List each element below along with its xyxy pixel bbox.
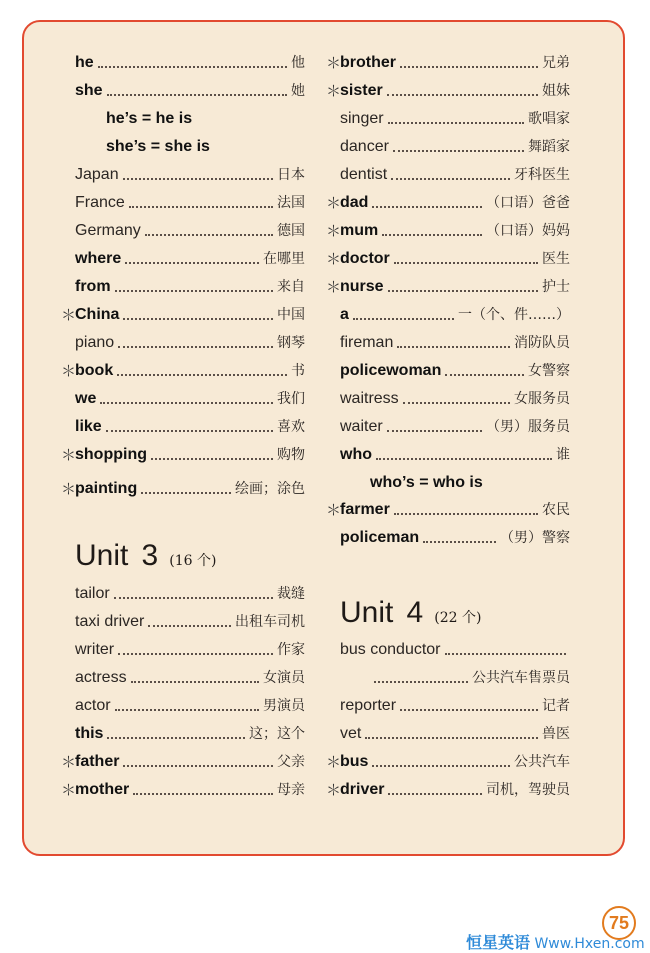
star-marker: ＊ bbox=[326, 781, 342, 799]
vocab-word: bus conductor bbox=[340, 641, 441, 658]
vocab-word: she bbox=[75, 82, 103, 99]
vocab-meaning: 他 bbox=[291, 55, 305, 71]
dot-leader bbox=[123, 765, 273, 767]
vocab-entry bbox=[61, 301, 305, 329]
vocab-word: driver bbox=[340, 781, 385, 798]
vocab-word: fireman bbox=[340, 334, 394, 351]
vocab-word: father bbox=[75, 753, 120, 770]
vocab-entry bbox=[61, 748, 305, 776]
vocab-meaning: 她 bbox=[291, 83, 305, 99]
vocab-entry bbox=[75, 720, 305, 748]
dot-leader bbox=[445, 374, 524, 376]
vocab-entry bbox=[61, 475, 305, 503]
vocab-word: actor bbox=[75, 697, 111, 714]
vocab-word: who bbox=[340, 446, 372, 463]
dot-leader bbox=[423, 541, 496, 543]
contraction: who’s = who is bbox=[370, 474, 483, 491]
vocab-word: reporter bbox=[340, 697, 397, 714]
vocab-meaning: 歌唱家 bbox=[528, 111, 570, 127]
page-number: 75 bbox=[602, 906, 636, 940]
vocab-meaning: （口语）妈妈 bbox=[486, 223, 570, 239]
dot-leader bbox=[125, 262, 259, 264]
vocab-meaning: 作家 bbox=[277, 642, 305, 658]
dot-leader bbox=[100, 402, 273, 404]
dot-leader bbox=[129, 206, 273, 208]
vocab-meaning: 兄弟 bbox=[542, 55, 570, 71]
dot-leader bbox=[387, 430, 482, 432]
watermark-url: Www.Hxen.com bbox=[534, 936, 645, 952]
vocab-meaning: 女服务员 bbox=[514, 391, 570, 407]
vocab-entry bbox=[340, 441, 570, 469]
dot-leader bbox=[117, 374, 287, 376]
vocab-meaning: 来自 bbox=[277, 279, 305, 295]
dot-leader bbox=[151, 458, 273, 460]
dot-leader bbox=[372, 765, 510, 767]
vocab-meaning: 司机，驾驶员 bbox=[486, 782, 570, 798]
vocab-entry bbox=[340, 133, 570, 161]
vocab-meaning: 在哪里 bbox=[263, 251, 305, 267]
vocab-entry bbox=[326, 77, 570, 105]
vocab-word: painting bbox=[75, 480, 138, 497]
vocab-meaning: 牙科医生 bbox=[514, 167, 570, 183]
vocab-word: dancer bbox=[340, 138, 389, 155]
vocab-meaning: 医生 bbox=[542, 251, 570, 267]
vocab-word: doctor bbox=[340, 250, 390, 267]
dot-leader bbox=[98, 66, 287, 68]
dot-leader bbox=[107, 737, 245, 739]
vocab-entry bbox=[340, 524, 570, 552]
vocab-entry bbox=[340, 301, 570, 329]
vocab-meaning: 出租车司机 bbox=[235, 614, 305, 630]
dot-leader bbox=[387, 94, 538, 96]
dot-leader bbox=[123, 318, 273, 320]
dot-leader bbox=[365, 737, 538, 739]
star-marker: ＊ bbox=[326, 194, 342, 212]
unit-3-number: 3 bbox=[141, 539, 159, 572]
vocab-meaning: 公共汽车售票员 bbox=[472, 670, 570, 686]
vocab-meaning: 护士 bbox=[542, 279, 570, 295]
vocab-word: actress bbox=[75, 669, 127, 686]
dot-leader bbox=[445, 653, 566, 655]
contraction: she’s = she is bbox=[106, 138, 210, 155]
vocab-entry bbox=[75, 189, 305, 217]
dot-leader bbox=[145, 234, 273, 236]
vocab-word: we bbox=[75, 390, 97, 407]
vocab-meaning: 中国 bbox=[277, 307, 305, 323]
vocab-word: mum bbox=[340, 222, 379, 239]
vocab-entry bbox=[340, 357, 570, 385]
vocab-entry bbox=[75, 580, 305, 608]
vocab-meaning: 书 bbox=[291, 363, 305, 379]
vocab-entry bbox=[75, 49, 305, 77]
star-marker: ＊ bbox=[61, 781, 77, 799]
vocab-entry bbox=[326, 49, 570, 77]
vocab-word: Japan bbox=[75, 166, 119, 183]
vocab-entry bbox=[75, 413, 305, 441]
vocab-entry bbox=[75, 692, 305, 720]
vocab-meaning: 女警察 bbox=[528, 363, 570, 379]
vocab-meaning: 农民 bbox=[542, 502, 570, 518]
dot-leader bbox=[148, 625, 231, 627]
vocab-meaning: 一（个、件……） bbox=[458, 307, 570, 323]
vocab-entry-continued bbox=[370, 664, 570, 692]
vocab-entry bbox=[61, 441, 305, 469]
vocab-meaning: 日本 bbox=[277, 167, 305, 183]
dot-leader bbox=[107, 94, 287, 96]
unit-3-title: Unit bbox=[75, 539, 129, 572]
unit-3-heading bbox=[75, 539, 216, 573]
dot-leader bbox=[123, 178, 273, 180]
vocab-entry bbox=[340, 692, 570, 720]
vocab-word: farmer bbox=[340, 501, 390, 518]
vocab-word: sister bbox=[340, 82, 383, 99]
vocab-word: writer bbox=[75, 641, 115, 658]
vocab-word: bus bbox=[340, 753, 369, 770]
vocab-entry bbox=[340, 636, 570, 664]
star-marker: ＊ bbox=[326, 82, 342, 100]
dot-leader bbox=[403, 402, 510, 404]
vocab-word: Germany bbox=[75, 222, 141, 239]
vocab-meaning: 消防队员 bbox=[514, 335, 570, 351]
vocab-word: France bbox=[75, 194, 125, 211]
dot-leader bbox=[391, 178, 510, 180]
vocab-word: policeman bbox=[340, 529, 420, 546]
unit-4-heading bbox=[340, 596, 481, 630]
vocab-meaning: 法国 bbox=[277, 195, 305, 211]
unit-3-count: (16 个) bbox=[169, 553, 217, 569]
vocab-entry bbox=[75, 217, 305, 245]
vocab-entry bbox=[61, 776, 305, 804]
vocab-meaning: 裁缝 bbox=[277, 586, 305, 602]
vocab-meaning: 谁 bbox=[556, 447, 570, 463]
vocab-entry bbox=[326, 748, 570, 776]
vocab-word: policewoman bbox=[340, 362, 442, 379]
dot-leader bbox=[397, 346, 510, 348]
star-marker: ＊ bbox=[326, 222, 342, 240]
vocab-entry bbox=[75, 329, 305, 357]
vocab-entry bbox=[75, 385, 305, 413]
vocab-meaning: 钢琴 bbox=[277, 335, 305, 351]
star-marker: ＊ bbox=[326, 753, 342, 771]
vocab-entry bbox=[75, 664, 305, 692]
watermark-brand: 恒星英语 bbox=[466, 933, 531, 952]
vocab-word: brother bbox=[340, 54, 396, 71]
vocab-meaning: 兽医 bbox=[542, 726, 570, 742]
dot-leader bbox=[115, 709, 259, 711]
dot-leader bbox=[394, 513, 538, 515]
vocab-entry bbox=[340, 385, 570, 413]
vocab-meaning: 男演员 bbox=[263, 698, 305, 714]
vocab-word: shopping bbox=[75, 446, 147, 463]
vocab-meaning: 绘画；涂色 bbox=[235, 481, 305, 497]
vocab-meaning: 德国 bbox=[277, 223, 305, 239]
vocab-meaning: 母亲 bbox=[277, 782, 305, 798]
star-marker: ＊ bbox=[326, 278, 342, 296]
vocab-entry bbox=[75, 245, 305, 273]
vocab-meaning: 女演员 bbox=[263, 670, 305, 686]
vocab-entry bbox=[340, 720, 570, 748]
vocab-word: where bbox=[75, 250, 122, 267]
contraction: he’s = he is bbox=[106, 110, 193, 127]
vocab-meaning: 舞蹈家 bbox=[528, 139, 570, 155]
vocab-word: dentist bbox=[340, 166, 388, 183]
dot-leader bbox=[141, 492, 231, 494]
vocab-word: book bbox=[75, 362, 114, 379]
vocab-entry bbox=[326, 217, 570, 245]
dot-leader bbox=[118, 346, 273, 348]
dot-leader bbox=[372, 206, 482, 208]
vocab-entry bbox=[326, 273, 570, 301]
star-marker: ＊ bbox=[61, 753, 77, 771]
vocab-word: nurse bbox=[340, 278, 384, 295]
dot-leader bbox=[393, 150, 524, 152]
vocab-word: taxi driver bbox=[75, 613, 145, 630]
vocab-meaning: 姐妹 bbox=[542, 83, 570, 99]
vocab-word: this bbox=[75, 725, 104, 742]
vocab-word: he bbox=[75, 54, 94, 71]
dot-leader bbox=[118, 653, 273, 655]
watermark bbox=[466, 930, 645, 953]
vocab-word: like bbox=[75, 418, 102, 435]
vocab-meaning: 父亲 bbox=[277, 754, 305, 770]
vocab-entry bbox=[340, 413, 570, 441]
vocab-meaning: （口语）爸爸 bbox=[486, 195, 570, 211]
dot-leader bbox=[133, 793, 273, 795]
vocabulary-panel bbox=[22, 20, 625, 856]
star-marker: ＊ bbox=[61, 306, 77, 324]
dot-leader bbox=[388, 290, 538, 292]
vocab-entry bbox=[340, 161, 570, 189]
vocab-entry bbox=[326, 189, 570, 217]
vocab-meaning: （男）服务员 bbox=[486, 419, 570, 435]
dot-leader bbox=[353, 318, 454, 320]
vocab-entry bbox=[75, 636, 305, 664]
unit-4-count: (22 个) bbox=[434, 610, 482, 626]
dot-leader bbox=[382, 234, 482, 236]
dot-leader bbox=[114, 597, 273, 599]
vocab-entry bbox=[75, 161, 305, 189]
dot-leader bbox=[115, 290, 273, 292]
star-marker: ＊ bbox=[326, 250, 342, 268]
vocab-entry bbox=[326, 776, 570, 804]
vocab-meaning: 记者 bbox=[542, 698, 570, 714]
vocab-word: from bbox=[75, 278, 111, 295]
vocab-word: mother bbox=[75, 781, 130, 798]
vocab-entry bbox=[61, 357, 305, 385]
vocab-entry bbox=[340, 329, 570, 357]
star-marker: ＊ bbox=[326, 501, 342, 519]
vocab-meaning: 购物 bbox=[277, 447, 305, 463]
vocab-meaning: 喜欢 bbox=[277, 419, 305, 435]
star-marker: ＊ bbox=[61, 362, 77, 380]
star-marker: ＊ bbox=[61, 480, 77, 498]
star-marker: ＊ bbox=[61, 446, 77, 464]
dot-leader bbox=[394, 262, 538, 264]
vocab-word: waiter bbox=[340, 418, 383, 435]
dot-leader bbox=[400, 709, 538, 711]
vocab-entry bbox=[75, 77, 305, 105]
dot-leader bbox=[374, 681, 468, 683]
star-marker: ＊ bbox=[326, 54, 342, 72]
dot-leader bbox=[106, 430, 273, 432]
vocab-word: piano bbox=[75, 334, 115, 351]
vocab-word: singer bbox=[340, 110, 384, 127]
dot-leader bbox=[376, 458, 552, 460]
vocab-word: dad bbox=[340, 194, 369, 211]
vocab-entry bbox=[326, 245, 570, 273]
vocab-word: tailor bbox=[75, 585, 110, 602]
vocab-meaning: 公共汽车 bbox=[514, 754, 570, 770]
vocab-word: China bbox=[75, 306, 120, 323]
dot-leader bbox=[131, 681, 259, 683]
dot-leader bbox=[400, 66, 538, 68]
unit-4-title: Unit bbox=[340, 596, 394, 629]
vocab-entry bbox=[326, 496, 570, 524]
vocab-entry bbox=[75, 273, 305, 301]
vocab-entry bbox=[340, 105, 570, 133]
vocab-meaning: （男）警察 bbox=[500, 530, 570, 546]
vocab-word: vet bbox=[340, 725, 362, 742]
dot-leader bbox=[388, 122, 524, 124]
vocab-meaning: 我们 bbox=[277, 391, 305, 407]
unit-4-number: 4 bbox=[406, 596, 424, 629]
vocab-meaning: 这；这个 bbox=[249, 726, 305, 742]
dot-leader bbox=[388, 793, 482, 795]
vocab-word: a bbox=[340, 306, 349, 323]
vocab-entry bbox=[75, 608, 305, 636]
vocab-word: waitress bbox=[340, 390, 399, 407]
